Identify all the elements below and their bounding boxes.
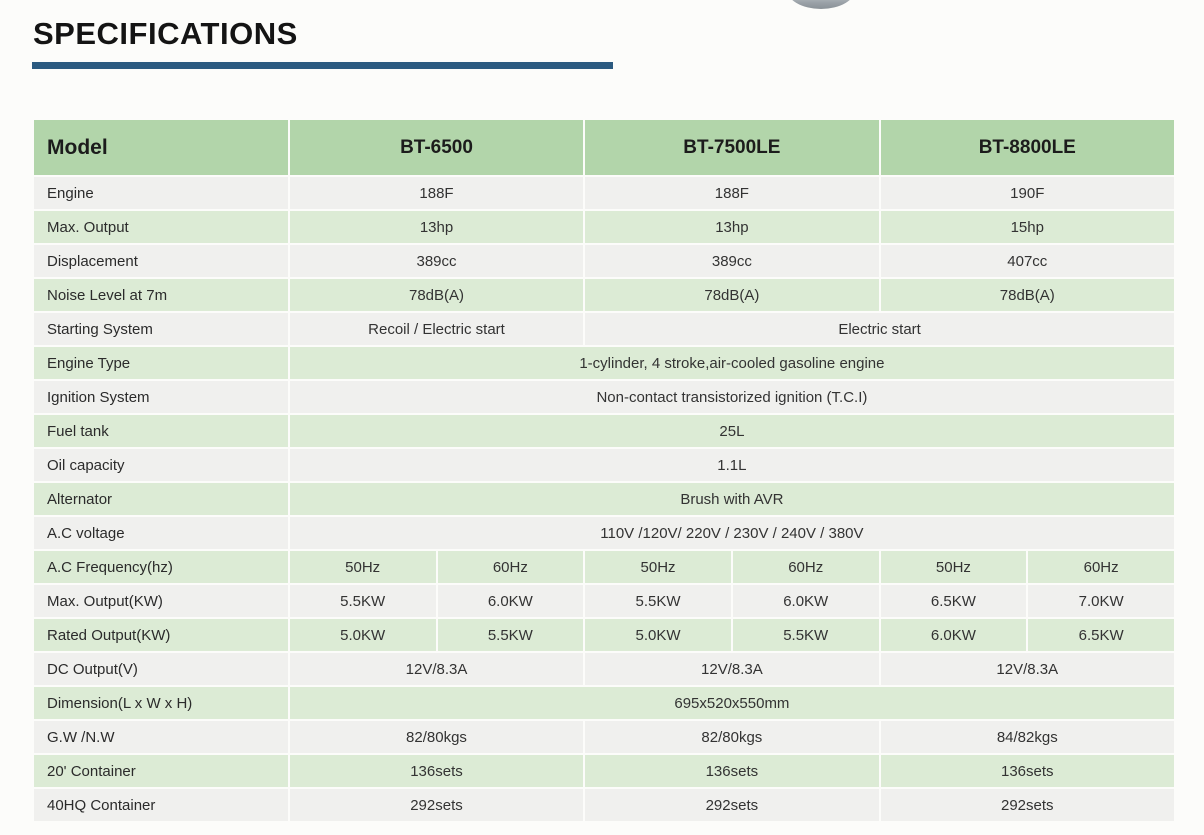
page-title: SPECIFICATIONS — [33, 16, 298, 51]
row-value: 15hp — [881, 211, 1174, 243]
table-row — [34, 517, 1174, 549]
partial-logo-circle — [786, 0, 856, 9]
table-row — [34, 177, 1174, 209]
row-value: 190F — [881, 177, 1174, 209]
row-value: 389cc — [585, 245, 878, 277]
row-label: Dimension(L x W x H) — [34, 687, 288, 719]
row-label: DC Output(V) — [34, 653, 288, 685]
table-header-row — [34, 120, 1174, 175]
row-label: Engine — [34, 177, 288, 209]
row-value: 50Hz — [881, 551, 1027, 583]
row-value: 82/80kgs — [585, 721, 878, 753]
row-label: 20' Container — [34, 755, 288, 787]
table-row — [34, 347, 1174, 379]
row-value: 6.0KW — [438, 585, 584, 617]
row-value: 292sets — [585, 789, 878, 821]
row-label: Noise Level at 7m — [34, 279, 288, 311]
row-value: 5.0KW — [585, 619, 731, 651]
row-value: 136sets — [585, 755, 878, 787]
row-value: 78dB(A) — [290, 279, 583, 311]
row-value: 136sets — [881, 755, 1174, 787]
row-label: Fuel tank — [34, 415, 288, 447]
table-row — [34, 313, 1174, 345]
row-value: 1.1L — [290, 449, 1174, 481]
row-value: 60Hz — [1028, 551, 1174, 583]
row-value: 5.5KW — [290, 585, 436, 617]
row-value: 292sets — [290, 789, 583, 821]
row-value: 6.5KW — [881, 585, 1027, 617]
row-value: 12V/8.3A — [585, 653, 878, 685]
row-value: Recoil / Electric start — [290, 313, 583, 345]
table-row — [34, 245, 1174, 277]
row-value: 5.5KW — [438, 619, 584, 651]
row-value: 292sets — [881, 789, 1174, 821]
table-row — [34, 551, 1174, 583]
row-value: 12V/8.3A — [881, 653, 1174, 685]
row-value: 6.5KW — [1028, 619, 1174, 651]
table-row — [34, 755, 1174, 787]
row-value: 60Hz — [733, 551, 879, 583]
row-label: Max. Output — [34, 211, 288, 243]
row-value: 50Hz — [585, 551, 731, 583]
model-column-header: Model — [34, 120, 288, 175]
row-label: Alternator — [34, 483, 288, 515]
row-label: G.W /N.W — [34, 721, 288, 753]
row-value: Electric start — [585, 313, 1174, 345]
row-value: 82/80kgs — [290, 721, 583, 753]
row-label: A.C Frequency(hz) — [34, 551, 288, 583]
row-label: Ignition System — [34, 381, 288, 413]
row-value: 60Hz — [438, 551, 584, 583]
row-value: 50Hz — [290, 551, 436, 583]
row-value: 5.5KW — [733, 619, 879, 651]
table-row — [34, 449, 1174, 481]
row-label: Displacement — [34, 245, 288, 277]
row-value: 84/82kgs — [881, 721, 1174, 753]
row-value: 13hp — [585, 211, 878, 243]
title-underline-bar — [32, 62, 613, 69]
row-label: Max. Output(KW) — [34, 585, 288, 617]
table-row — [34, 619, 1174, 651]
row-value: 25L — [290, 415, 1174, 447]
row-value: 188F — [290, 177, 583, 209]
specifications-table — [32, 118, 1176, 823]
table-row — [34, 789, 1174, 821]
row-value: 695x520x550mm — [290, 687, 1174, 719]
table-row — [34, 687, 1174, 719]
row-value: 78dB(A) — [585, 279, 878, 311]
row-value: Non-contact transistorized ignition (T.C.I) — [290, 381, 1174, 413]
row-value: 1-cylinder, 4 stroke,air-cooled gasoline engine — [290, 347, 1174, 379]
row-label: Oil capacity — [34, 449, 288, 481]
model-name-bt-7500le: BT-7500LE — [585, 120, 878, 175]
row-value: 7.0KW — [1028, 585, 1174, 617]
row-value: 188F — [585, 177, 878, 209]
table-row — [34, 279, 1174, 311]
table-row — [34, 415, 1174, 447]
row-value: Brush with AVR — [290, 483, 1174, 515]
table-row — [34, 721, 1174, 753]
row-label: Rated Output(KW) — [34, 619, 288, 651]
row-value: 6.0KW — [881, 619, 1027, 651]
row-label: Engine Type — [34, 347, 288, 379]
row-label: 40HQ Container — [34, 789, 288, 821]
row-value: 136sets — [290, 755, 583, 787]
row-value: 78dB(A) — [881, 279, 1174, 311]
table-row — [34, 381, 1174, 413]
table-row — [34, 483, 1174, 515]
row-value: 12V/8.3A — [290, 653, 583, 685]
table-row — [34, 585, 1174, 617]
row-label: Starting System — [34, 313, 288, 345]
model-name-bt-8800le: BT-8800LE — [881, 120, 1174, 175]
table-row — [34, 211, 1174, 243]
row-value: 5.0KW — [290, 619, 436, 651]
row-value: 6.0KW — [733, 585, 879, 617]
table-row — [34, 653, 1174, 685]
row-value: 389cc — [290, 245, 583, 277]
row-value: 5.5KW — [585, 585, 731, 617]
row-label: A.C voltage — [34, 517, 288, 549]
row-value: 110V /120V/ 220V / 230V / 240V / 380V — [290, 517, 1174, 549]
row-value: 13hp — [290, 211, 583, 243]
model-name-bt-6500: BT-6500 — [290, 120, 583, 175]
row-value: 407cc — [881, 245, 1174, 277]
